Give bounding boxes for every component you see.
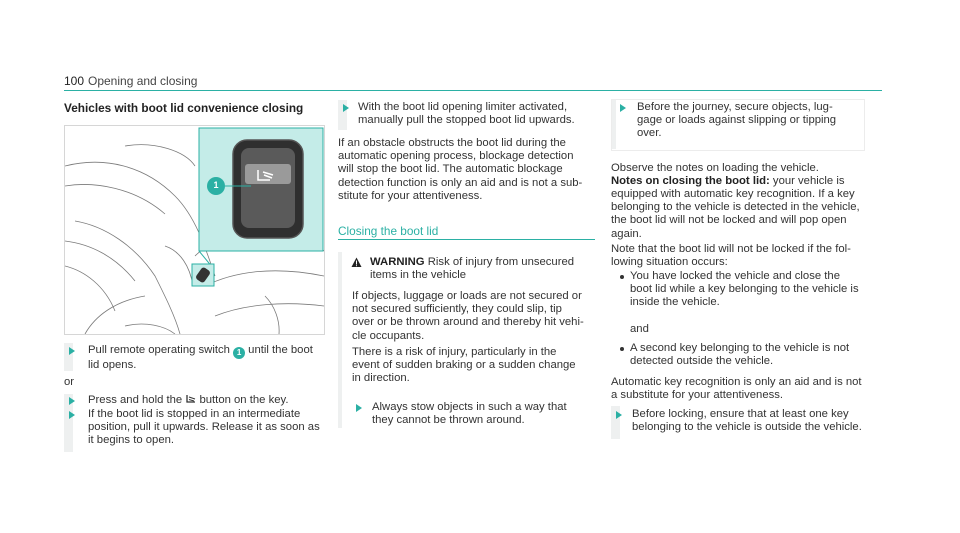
step-arrow-icon <box>343 104 349 112</box>
notes-heading: Notes on closing the boot lid: <box>611 175 770 187</box>
step-line: With the boot lid opening limiter activated, <box>358 101 568 113</box>
dashboard-illustration <box>65 126 324 334</box>
para-line: a substitute for your attentiveness. <box>611 389 784 402</box>
or-text: or <box>64 376 75 388</box>
step-text: until the boot <box>245 344 313 356</box>
para-line: Note that the boot lid will not be locked if the fol- <box>611 243 851 255</box>
observe-notes: Observe the notes on loading the vehicle. <box>611 162 819 174</box>
step-arrow-icon <box>69 347 75 355</box>
page-number: 100 <box>64 74 85 88</box>
para-line: cle occupants. <box>352 329 425 342</box>
step-arrow-icon <box>620 104 626 112</box>
step-line: If the boot lid is stopped in an intermediate <box>88 408 301 420</box>
step-text: button on the key. <box>196 394 289 406</box>
para-line: again. <box>611 227 642 240</box>
warning-box <box>338 252 595 428</box>
step-line: position, pull it upwards. Release it as soon as <box>88 421 320 434</box>
para-line: You have locked the vehicle and close the <box>630 270 840 282</box>
step-secure-objects <box>637 101 836 141</box>
para-line: not secured sufficiently, they could slip, tip <box>352 303 562 316</box>
para-line: event of sudden braking or a sudden change <box>352 359 576 372</box>
step-line: Always stow objects in such a way that <box>372 401 567 413</box>
bullet-second-key <box>630 342 849 368</box>
para-line: belonging to the vehicle is detected in the vehicle, <box>611 201 860 214</box>
step-line: Before the journey, secure objects, lug- <box>637 101 833 113</box>
para-line: will stop the boot lid. The automatic blockage <box>338 163 563 176</box>
heading-rule <box>338 239 595 240</box>
step-arrow-icon <box>69 411 75 419</box>
step-press-hold <box>88 394 288 407</box>
warning-step <box>372 401 567 427</box>
para-line: automatic opening process, blockage detection <box>338 150 574 163</box>
bullet-locked-vehicle <box>630 270 859 310</box>
header-rule <box>64 90 882 91</box>
left-section-heading: Vehicles with boot lid convenience closing <box>64 101 304 115</box>
warning-heading-line: Risk of injury from unsecured <box>427 256 575 268</box>
notes-closing-line <box>611 175 845 188</box>
para-line: detection function is only an aid and is not a sub- <box>338 176 583 189</box>
step-arrow-icon <box>356 404 362 412</box>
note-situation <box>611 243 851 269</box>
boot-lid-key-icon <box>185 394 196 404</box>
step-line: manually pull the stopped boot lid upwards. <box>358 114 575 127</box>
callout-1-icon: 1 <box>233 347 245 359</box>
step-line: gage or loads against slipping or tipping <box>637 114 837 127</box>
step-arrow-icon <box>616 411 622 419</box>
step-line: Before locking, ensure that at least one key <box>632 408 849 420</box>
boot-lid-switch-figure <box>64 125 325 335</box>
step-arrow-icon <box>69 397 75 405</box>
step-bar <box>612 100 616 149</box>
para-line: detected outside the vehicle. <box>630 355 774 368</box>
para-line: If objects, luggage or loads are not secured or <box>352 290 582 302</box>
section-title: Opening and closing <box>88 74 198 88</box>
bullet-icon <box>620 347 624 351</box>
step-text: lid opens. <box>88 359 137 371</box>
step-before-locking <box>632 408 862 434</box>
step-intermediate <box>88 408 320 448</box>
notes-text: your vehicle is <box>769 175 845 187</box>
obstacle-paragraph <box>338 137 582 203</box>
figure-callout-1: 1 <box>213 180 219 190</box>
step-opening-limiter <box>358 101 575 127</box>
warning-bar <box>338 252 342 428</box>
warning-para2 <box>352 346 576 386</box>
warning-para1 <box>352 290 584 343</box>
warning-triangle-icon <box>351 257 362 268</box>
para-line: If an obstacle obstructs the boot lid during the <box>338 137 566 149</box>
para-line: inside the vehicle. <box>630 296 720 309</box>
para-line: equipped with automatic key recognition. If a key <box>611 188 855 200</box>
bullet-icon <box>620 275 624 279</box>
para-line: There is a risk of injury, particularly in the <box>352 346 557 358</box>
para-line: in direction. <box>352 372 410 385</box>
para-line: stitute for your attentiveness. <box>338 189 483 202</box>
para-line: the boot lid will not be locked and will pop open <box>611 214 847 227</box>
para-line: over or be thrown around and thereby hit vehi- <box>352 316 584 329</box>
step-line: they cannot be thrown around. <box>372 414 525 427</box>
closing-boot-lid-heading: Closing the boot lid <box>338 224 439 238</box>
step-line: over. <box>637 127 662 140</box>
warning-heading-line: items in the vehicle <box>370 269 467 281</box>
step-line: it begins to open. <box>88 434 175 447</box>
auto-key-paragraph <box>611 376 862 402</box>
step-pull-switch <box>88 344 328 372</box>
step-text: Pull remote operating switch <box>88 344 234 356</box>
step-line: belonging to the vehicle is outside the vehicle. <box>632 421 862 434</box>
notes-paragraph <box>611 188 860 241</box>
warning-label: WARNING <box>370 256 425 268</box>
para-line: Automatic key recognition is only an aid and is not <box>611 376 862 388</box>
step-text: Press and hold the <box>88 394 186 406</box>
para-line: lowing situation occurs: <box>611 256 728 269</box>
para-line: A second key belonging to the vehicle is not <box>630 342 850 354</box>
para-line: boot lid while a key belonging to the vehicle is <box>630 283 859 296</box>
and-text: and <box>630 323 649 335</box>
